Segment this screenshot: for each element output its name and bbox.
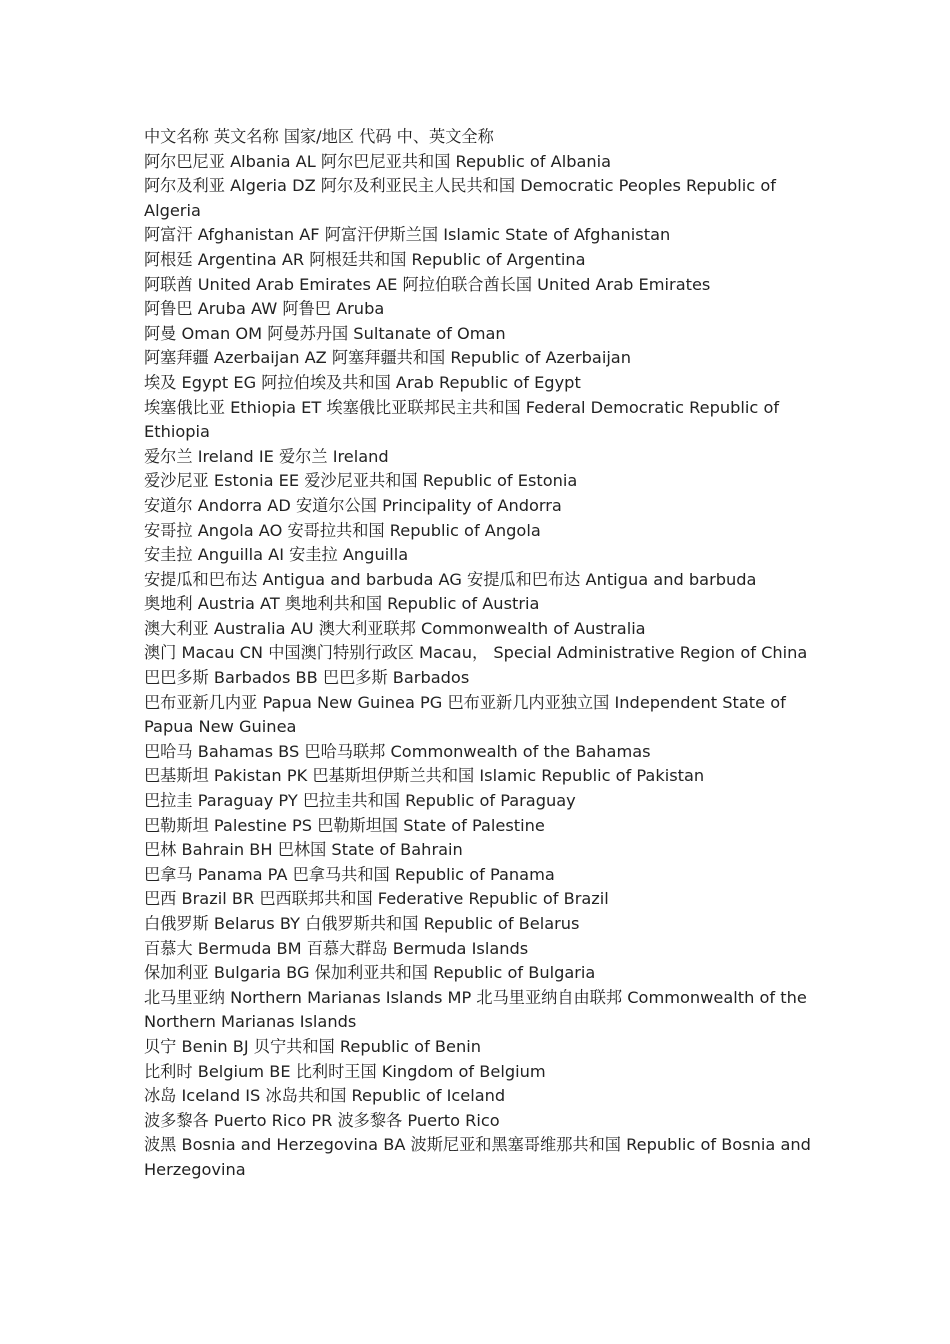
list-item: 安哥拉 Angola AO 安哥拉共和国 Republic of Angola [144,520,541,540]
list-item: 阿尔巴尼亚 Albania AL 阿尔巴尼亚共和国 Republic of Albania [144,151,612,171]
list-item: 安圭拉 Anguilla AI 安圭拉 Anguilla [144,545,409,565]
list-item: 澳大利亚 Australia AU 澳大利亚联邦 Commonwealth of Australia [144,618,646,638]
list-item: 波黑 Bosnia and Herzegovina BA 波斯尼亚和黑塞哥维那共和国 Republic of Bosnia and Herzegovina [144,1135,811,1179]
list-header: 中文名称 英文名称 国家/地区 代码 中、英文全称 [144,127,494,146]
country-code-list [144,125,812,1183]
list-item: 爱沙尼亚 Estonia EE 爱沙尼亚共和国 Republic of Estonia [144,471,578,491]
list-item: 北马里亚纳 Northern Marianas Islands MP 北马里亚纳自由联邦 Commonwealth of the Northern Marianas Islands [144,987,807,1032]
list-item: 阿富汗 Afghanistan AF 阿富汗伊斯兰国 Islamic State of Afghanistan [144,225,671,245]
list-item: 巴布亚新几内亚 Papua New Guinea PG 巴布亚新几内亚独立国 Independent State of Papua New Guinea [144,692,786,737]
list-item: 波多黎各 Puerto Rico PR 波多黎各 Puerto Rico [144,1110,500,1130]
list-item: 奥地利 Austria AT 奥地利共和国 Republic of Austria [144,594,540,614]
list-item: 贝宁 Benin BJ 贝宁共和国 Republic of Benin [144,1036,482,1056]
list-item: 冰岛 Iceland IS 冰岛共和国 Republic of Iceland [144,1086,506,1106]
list-item: 巴哈马 Bahamas BS 巴哈马联邦 Commonwealth of the Bahamas [144,741,651,761]
list-item: 巴拿马 Panama PA 巴拿马共和国 Republic of Panama [144,864,555,884]
list-item: 巴拉圭 Paraguay PY 巴拉圭共和国 Republic of Paraguay [144,791,576,811]
list-item: 阿尔及利亚 Algeria DZ 阿尔及利亚民主人民共和国 Democratic Peoples Republic of Algeria [144,176,776,220]
list-item: 爱尔兰 Ireland IE 爱尔兰 Ireland [144,446,389,466]
list-item: 埃及 Egypt EG 阿拉伯埃及共和国 Arab Republic of Egypt [144,372,581,392]
list-item: 阿塞拜疆 Azerbaijan AZ 阿塞拜疆共和国 Republic of Azerbaijan [144,348,631,368]
list-item: 安道尔 Andorra AD 安道尔公国 Principality of Andorra [144,495,562,515]
list-item: 阿曼 Oman OM 阿曼苏丹国 Sultanate of Oman [144,323,506,343]
list-item: 巴巴多斯 Barbados BB 巴巴多斯 Barbados [144,668,470,688]
list-item: 阿根廷 Argentina AR 阿根廷共和国 Republic of Argentina [144,249,586,269]
list-item: 巴勒斯坦 Palestine PS 巴勒斯坦国 State of Palestine [144,815,545,835]
list-item: 安提瓜和巴布达 Antigua and barbuda AG 安提瓜和巴布达 Antigua and barbuda [144,569,757,589]
list-item: 保加利亚 Bulgaria BG 保加利亚共和国 Republic of Bulgaria [144,963,596,983]
country-entries [144,150,812,1183]
list-item: 澳门 Macau CN 中国澳门特别行政区 Macau， Special Administrative Region of China [144,643,808,663]
list-item: 白俄罗斯 Belarus BY 白俄罗斯共和国 Republic of Belarus [144,914,580,933]
list-item: 巴西 Brazil BR 巴西联邦共和国 Federative Republic of Brazil [144,889,609,909]
list-item: 阿鲁巴 Aruba AW 阿鲁巴 Aruba [144,299,385,319]
list-item: 巴林 Bahrain BH 巴林国 State of Bahrain [144,840,463,860]
list-item: 埃塞俄比亚 Ethiopia ET 埃塞俄比亚联邦民主共和国 Federal Democratic Republic of Ethiopia [144,397,780,442]
list-item: 百慕大 Bermuda BM 百慕大群岛 Bermuda Islands [144,938,529,958]
list-item: 比利时 Belgium BE 比利时王国 Kingdom of Belgium [144,1061,546,1081]
list-item: 阿联酋 United Arab Emirates AE 阿拉伯联合酋长国 United Arab Emirates [144,274,711,294]
list-item: 巴基斯坦 Pakistan PK 巴基斯坦伊斯兰共和国 Islamic Republic of Pakistan [144,766,705,786]
